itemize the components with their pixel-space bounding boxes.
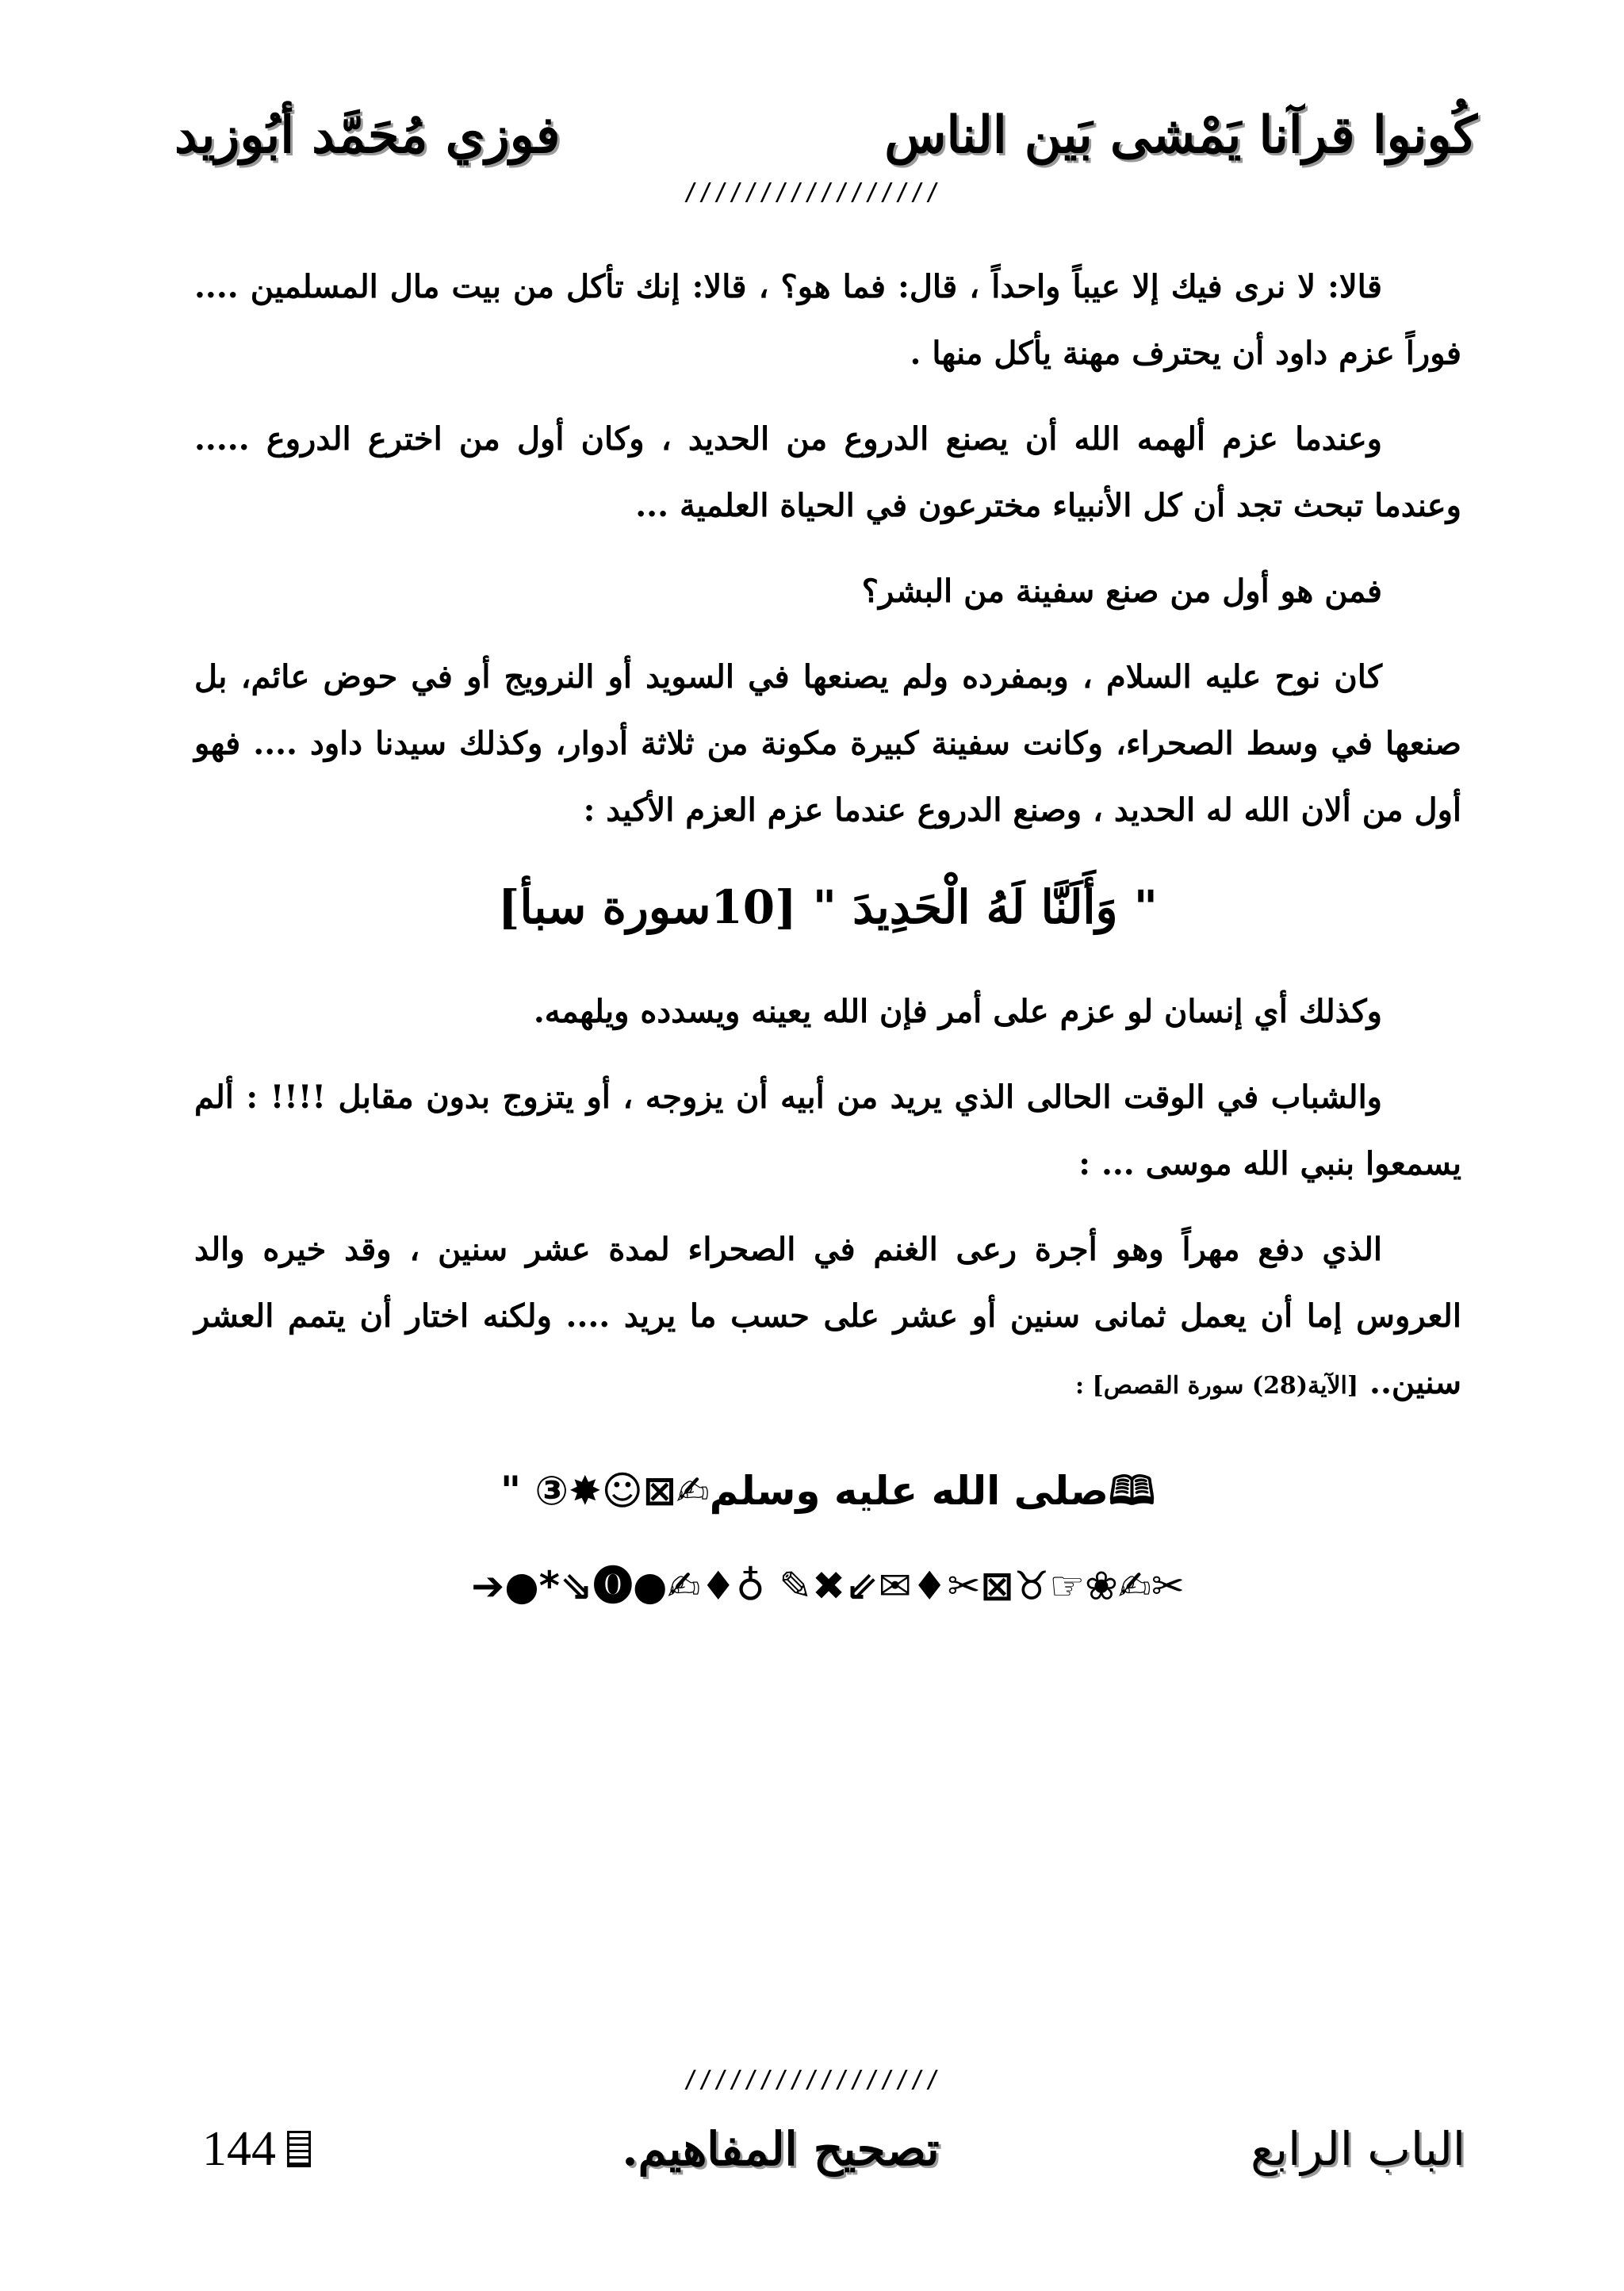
paragraph: فمن هو أول من صنع سفينة من البشر؟: [861, 573, 1382, 610]
paragraph: وعندما عزم ألهمه الله أن يصنع الدروع من الحديد ، وكان أول من اخترع الدروع ..... وعندما تبحث تجد أن كل الأنبياء مخترعون في الحياة العلمية ...: [194, 420, 1461, 524]
author-name: فوزي مُحَمَّد أبُوزيد: [174, 105, 561, 165]
paragraph: [194, 1216, 1461, 1419]
page-header: [174, 87, 1477, 182]
page-number: 144: [202, 2121, 276, 2176]
page-body: [194, 254, 1461, 1626]
paragraph: قالا: لا نرى فيك إلا عيباً واحداً ، قال: فما هو؟ ، قالا: إنك تأكل من بيت مال المسلمين .... فوراً عزم داود أن يحترف مهنة يأكل منها .: [194, 268, 1461, 372]
verse-reference: [الآية(28) سورة القصص] :: [1075, 1372, 1359, 1400]
paragraph: كان نوح عليه السلام ، وبمفرده ولم يصنعها في السويد أو النرويج أو في حوض عائم، بل صنعها في وسط الصحراء، وكانت سفينة كبيرة مكونة من ثلاثة أدوار، وكذلك سيدنا داود .... فهو أول من ألان الله له الحديد ، وصنع الدروع عندما عزم العزم الأكيد :: [194, 658, 1462, 829]
header-separator: /////////////////: [683, 178, 941, 206]
section-label: تصحيح المفاهيم.: [622, 2122, 940, 2176]
page-footer: [202, 2109, 1465, 2189]
chapter-label: الباب الرابع: [1251, 2122, 1465, 2176]
symbol-line: ➔●*⇘⓿●✍♦♁ ✎✖⇙✉♦✂⊠♉☞❀✍✂: [471, 1563, 1185, 1609]
book-title: كُونوا قرآنا يَمْشى بَين الناس: [884, 105, 1477, 165]
page-number-block: [202, 2121, 311, 2178]
paragraph: والشباب في الوقت الحالى الذي يريد من أبيه أن يزوجه ، أو يتزوج بدون مقابل !!!! : ألم يسمعوا بنبي الله موسى ... :: [194, 1078, 1461, 1182]
paragraph: وكذلك أي إنسان لو عزم على أمر فإن الله يعينه ويسدده ويلهمه.: [533, 993, 1382, 1030]
footer-separator: /////////////////: [683, 2066, 941, 2094]
quran-verse: " وَأَلَنَّا لَهُ الْحَدِيدَ " [10سورة سبأ]: [498, 880, 1158, 934]
page-icon: [287, 2131, 311, 2167]
symbol-line: " ③✸☺⊠✍صلى الله عليه وسلم🕮: [500, 1468, 1155, 1514]
paragraph-text: الذي دفع مهراً وهو أجرة رعى الغنم في الصحراء لمدة عشر سنين ، وقد خيره والد العروس إما أن يعمل ثمانى سنين أو عشر على حسب ما يريد .... ولكنه اختار أن يتمم العشر سنين..: [194, 1231, 1461, 1401]
